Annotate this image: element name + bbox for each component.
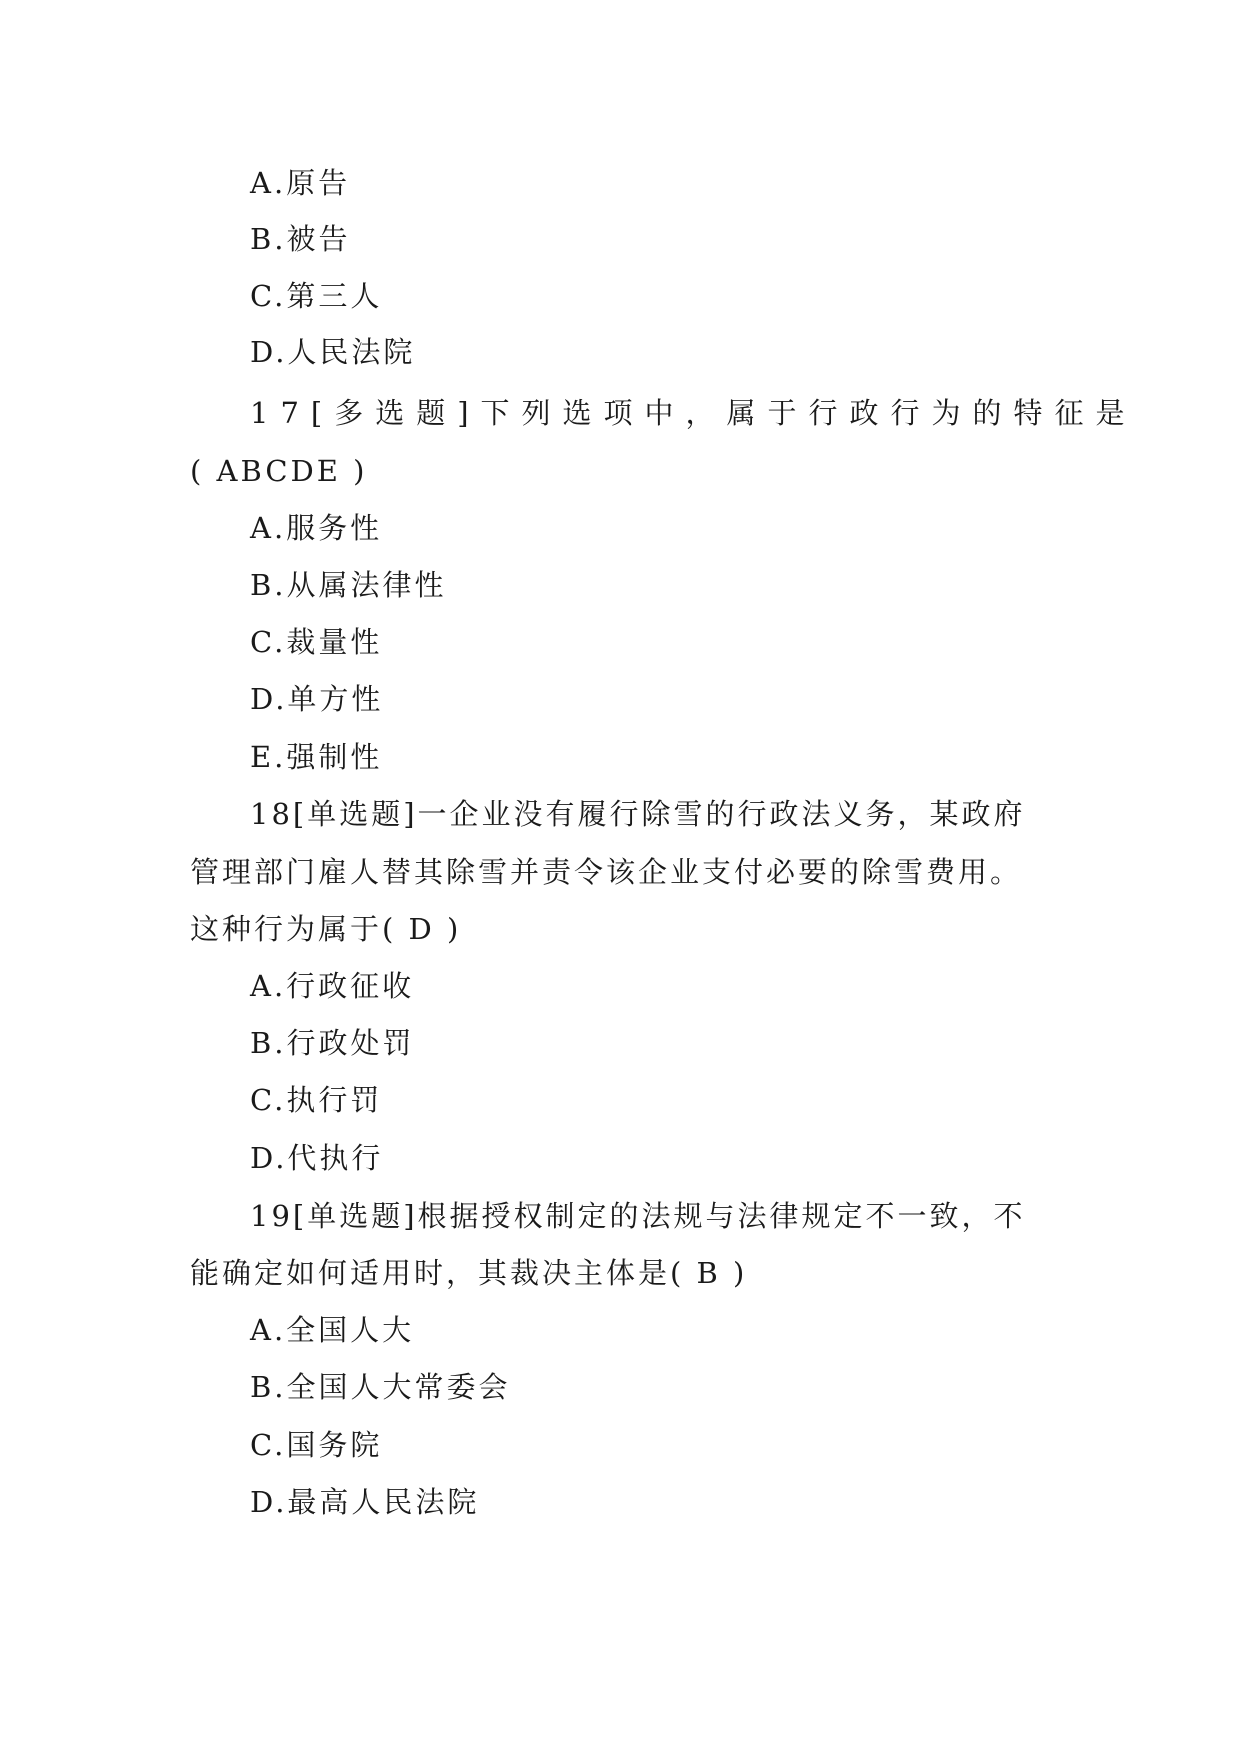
question-18-stem: 18[单选题]一企业没有履行除雪的行政法义务，某政府 [250,797,1026,831]
question-18-stem-line2: 管理部门雇人替其除雪并责令该企业支付必要的除雪费用。 [190,855,1023,889]
question-18-answer: 这种行为属于( D ) [190,912,462,946]
option-d: D.代执行 [250,1141,384,1175]
option-c: C.执行罚 [250,1083,383,1117]
option-b: B.被告 [250,222,351,256]
option-c: C.裁量性 [250,625,383,659]
question-19-answer: 能确定如何适用时，其裁决主体是( B ) [190,1256,748,1290]
option-e: E.强制性 [250,740,383,774]
question-17-answer: ( ABCDE ) [190,454,368,488]
option-a: A.行政征收 [250,969,415,1003]
option-b: B.全国人大常委会 [250,1370,511,1404]
option-a: A.服务性 [250,511,383,545]
option-b: B.行政处罚 [250,1026,415,1060]
option-d: D.人民法院 [250,335,416,369]
question-19-stem: 19[单选题]根据授权制定的法规与法律规定不一致，不 [250,1199,1026,1233]
option-d: D.最高人民法院 [250,1485,480,1519]
option-d: D.单方性 [250,682,384,716]
option-a: A.全国人大 [250,1313,415,1347]
option-b: B.从属法律性 [250,568,447,602]
question-17-stem: 17[多选题]下列选项中，属于行政行为的特征是 [250,396,1137,430]
option-a: A.原告 [250,166,351,200]
option-c: C.第三人 [250,279,383,313]
option-c: C.国务院 [250,1428,383,1462]
